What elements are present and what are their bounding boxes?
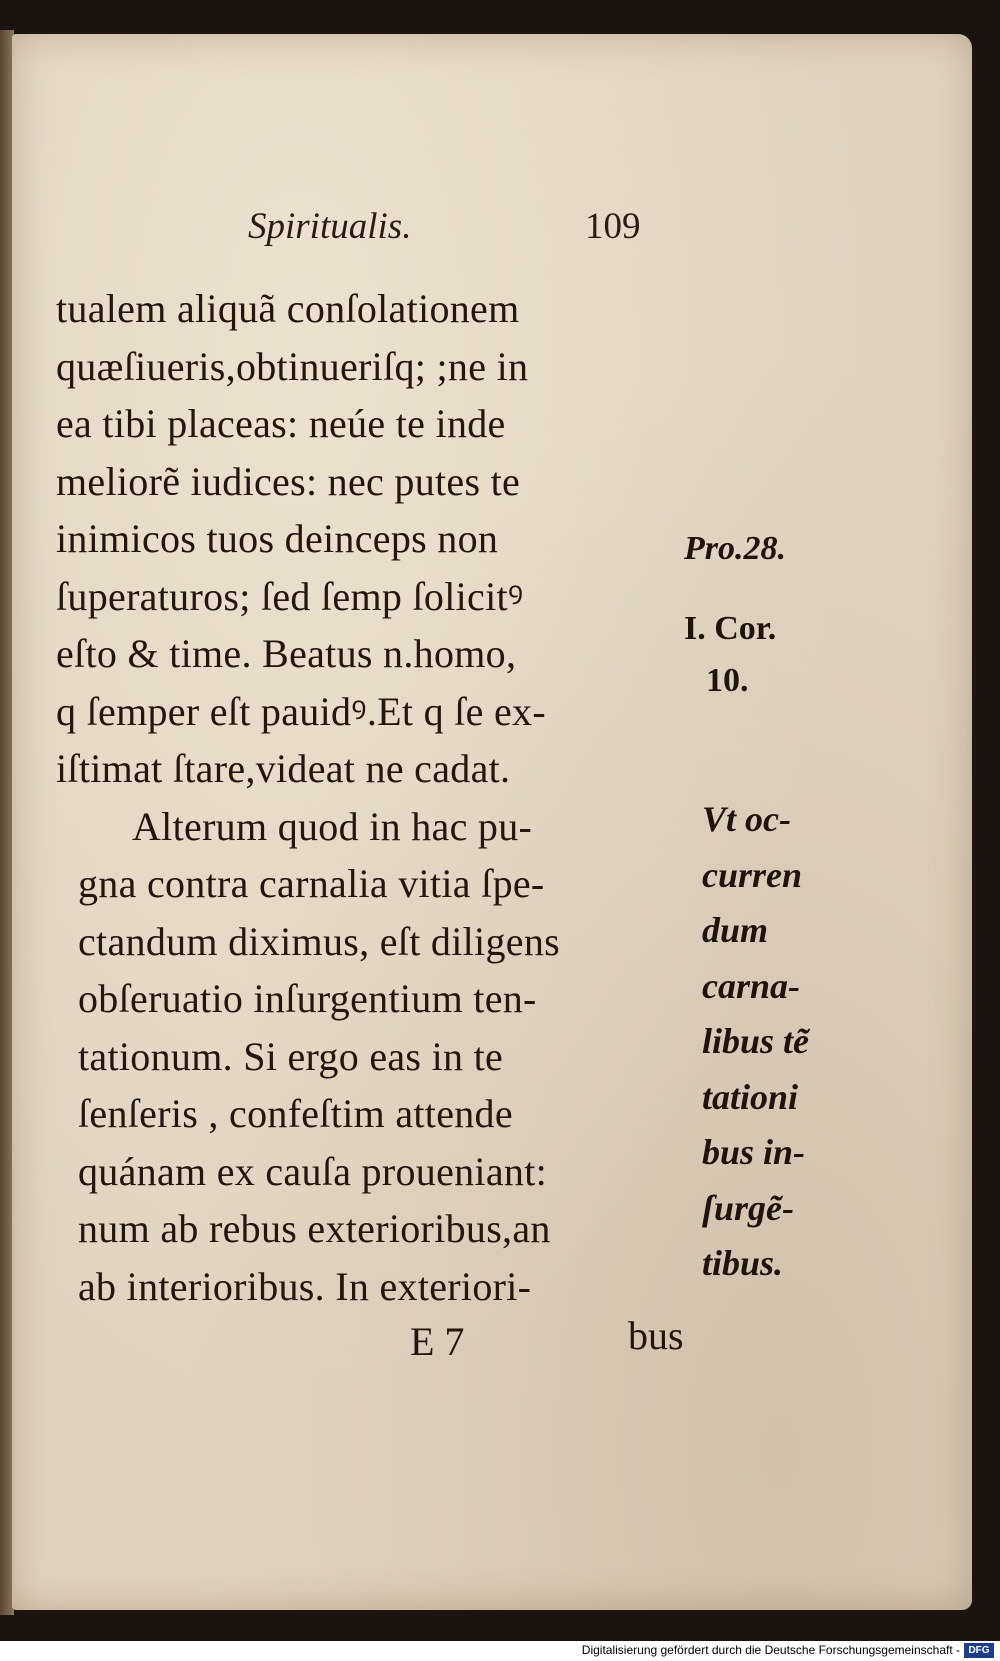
text-line: inimicos tuos deinceps non <box>56 516 499 561</box>
margin-note-corinthians <box>684 603 776 707</box>
margin-note-line: I. Cor. <box>684 610 777 647</box>
running-head: Spiritualis. <box>248 206 412 247</box>
text-line: q ſemper eſt pauidꝰ.Et q ſe ex- <box>56 688 546 734</box>
text-line: ſenſeris , confeſtim attende <box>78 1091 513 1136</box>
text-line: num ab rebus exterioribus,an <box>78 1206 551 1251</box>
margin-note-proverbs: Pro.28. <box>684 530 786 567</box>
text-line: ctandum diximus, eſt diligens <box>78 918 560 964</box>
text-line: ſuperaturos; ſed ſemp ſolicitꝰ <box>56 573 524 619</box>
catchword: bus <box>628 1313 684 1358</box>
signature-mark: E 7 <box>410 1319 465 1364</box>
margin-note-summary <box>702 792 842 1292</box>
margin-note-line: dum <box>702 910 769 950</box>
margin-note-line: curren <box>702 854 803 895</box>
digitization-credit: Digitalisierung gefördert durch die Deutsche Forschungsgemeinschaft - <box>581 1643 960 1657</box>
margin-note-line: bus in- <box>702 1132 806 1172</box>
text-line: gna contra carnalia vitia ſpe- <box>78 861 545 906</box>
main-text-block <box>56 280 696 1315</box>
text-line: ea tibi placeas: neúe te inde <box>56 401 506 446</box>
page-number: 109 <box>585 206 641 247</box>
text-line: ab interioribus. In exteriori- <box>78 1263 532 1309</box>
paragraph-start-line: Alterum quod in hac pu- <box>132 803 533 849</box>
margin-note-line: ſurgẽ- <box>702 1187 794 1228</box>
text-line: tationum. Si ergo eas in te <box>78 1033 504 1079</box>
margin-note-line: tationi <box>702 1076 799 1117</box>
margin-note-line: tibus. <box>702 1243 784 1283</box>
text-line: obſeruatio inſurgentium ten- <box>78 976 537 1021</box>
text-line: tualem aliquã conſolationem <box>56 286 520 331</box>
text-line: quæſiueris,obtinueriſq; ;ne in <box>56 343 529 389</box>
margin-note-line: Vt oc- <box>702 799 791 839</box>
text-line: meliorẽ iudices: nec putes te <box>56 458 521 504</box>
margin-note-line: carna- <box>702 965 800 1006</box>
text-line: iſtimat ſtare,videat ne cadat. <box>56 746 511 791</box>
margin-note-line: 10. <box>706 662 749 699</box>
dfg-logo: DFG <box>964 1643 994 1658</box>
text-line: quánam ex cauſa proueniant: <box>78 1148 548 1194</box>
text-line: eſto & time. Beatus n.homo, <box>56 631 517 676</box>
margin-note-line: libus tẽ <box>702 1021 810 1061</box>
